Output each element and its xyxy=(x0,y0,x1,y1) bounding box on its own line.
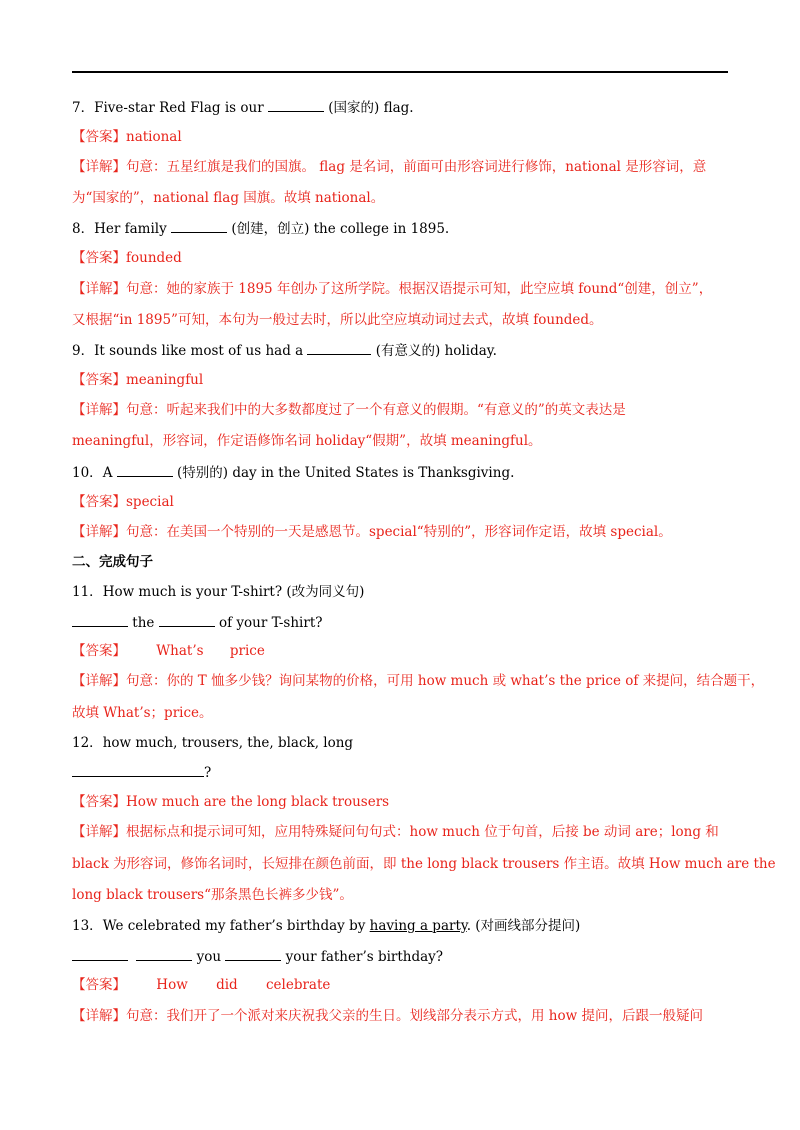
question-11: 11．How much is your T-shirt? (改为同义句) xyxy=(72,584,365,600)
answer-blank[interactable] xyxy=(117,464,173,477)
answer-blank[interactable] xyxy=(72,614,128,627)
detail-8-line-1: 【详解】句意：她的家族于 1895 年创办了这所学院。根据汉语提示可知，此空应填 found“创建，创立”， xyxy=(72,281,713,297)
question-9: 9．It sounds like most of us had a (有意义的) holiday. xyxy=(72,343,497,359)
detail-12-line-2: black 为形容词，修饰名词时，长短排在颜色前面，即 the long black trousers 作主语。故填 How much are the xyxy=(72,856,776,872)
detail-12-line-3: long black trousers“那条黑色长裤多少钱”。 xyxy=(72,887,353,903)
question-12-answer-line: ? xyxy=(72,764,211,781)
detail-11-line-1: 【详解】句意：你的 T 恤多少钱？询问某物的价格，可用 how much 或 what’s the price of 来提问，结合题干， xyxy=(72,673,765,689)
answer-blank[interactable] xyxy=(171,220,227,233)
question-8: 8．Her family (创建，创立) the college in 1895. xyxy=(72,221,450,237)
answer-9: 【答案】meaningful xyxy=(72,372,204,388)
answer-blank[interactable] xyxy=(72,764,204,777)
answer-blank[interactable] xyxy=(268,99,324,112)
answer-blank[interactable] xyxy=(159,614,215,627)
detail-9-line-2: meaningful，形容词，作定语修饰名词 holiday“假期”，故填 meaningful。 xyxy=(72,433,542,449)
answer-blank[interactable] xyxy=(307,342,371,355)
answer-12: 【答案】How much are the long black trousers xyxy=(72,794,390,810)
answer-10: 【答案】special xyxy=(72,494,174,510)
section-heading: 二、完成句子 xyxy=(72,554,153,570)
detail-7-line-2: 为“国家的”，national flag 国旗。故填 national。 xyxy=(72,190,385,206)
answer-7: 【答案】national xyxy=(72,129,182,145)
header-rule xyxy=(72,71,728,73)
underlined-phrase: having a party xyxy=(369,918,467,934)
answer-blank[interactable] xyxy=(225,948,281,961)
detail-8-line-2: 又根据“in 1895”可知，本句为一般过去时，所以此空应填动词过去式，故填 founded。 xyxy=(72,312,603,328)
detail-11-line-2: 故填 What’s；price。 xyxy=(72,705,213,721)
answer-11: 【答案】 What’s price xyxy=(72,643,265,659)
detail-7-line-1: 【详解】句意：五星红旗是我们的国旗。 flag 是名词，前面可由形容词进行修饰，national 是形容词，意 xyxy=(72,159,707,175)
answer-blank[interactable] xyxy=(136,948,192,961)
question-7: 7．Five-star Red Flag is our (国家的) flag. xyxy=(72,100,414,116)
answer-blank[interactable] xyxy=(72,948,128,961)
question-13: 13．We celebrated my father’s birthday by having a party. (对画线部分提问) xyxy=(72,918,581,934)
detail-10-line-1: 【详解】句意：在美国一个特别的一天是感恩节。special“特别的”，形容词作定语，故填 special。 xyxy=(72,524,672,540)
answer-13: 【答案】 How did celebrate xyxy=(72,977,331,993)
detail-9-line-1: 【详解】句意：听起来我们中的大多数都度过了一个有意义的假期。“有意义的”的英文表达是 xyxy=(72,402,626,418)
question-10: 10．A (特别的) day in the United States is Thanksgiving. xyxy=(72,465,515,481)
detail-13-line-1: 【详解】句意：我们开了一个派对来庆祝我父亲的生日。划线部分表示方式，用 how 提问，后跟一般疑问 xyxy=(72,1008,703,1024)
question-12: 12．how much, trousers, the, black, long xyxy=(72,735,354,751)
detail-12-line-1: 【详解】根据标点和提示词可知，应用特殊疑问句句式：how much 位于句首，后接 be 动词 are；long 和 xyxy=(72,824,719,840)
answer-8: 【答案】founded xyxy=(72,250,182,266)
question-13-answer-line: you your father’s birthday? xyxy=(72,948,443,965)
question-11-answer-line: the of your T-shirt? xyxy=(72,614,323,631)
